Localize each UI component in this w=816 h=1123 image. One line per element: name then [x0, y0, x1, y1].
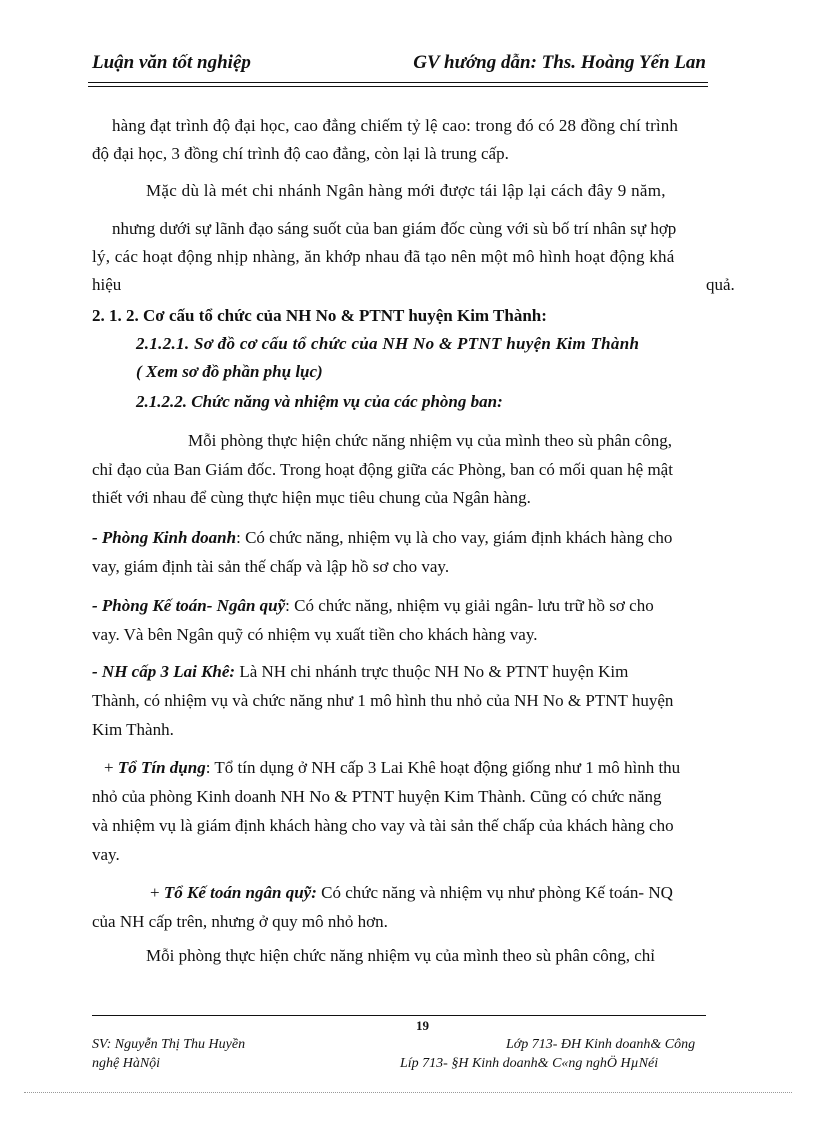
bullet-plus: + — [104, 758, 118, 777]
department-item-lai-khe — [92, 662, 628, 682]
page-number: 19 — [416, 1018, 429, 1033]
body-line: Kim Thành. — [92, 720, 174, 739]
department-label: Tổ Tín dụng — [117, 758, 206, 777]
footer-rule — [92, 1015, 706, 1016]
subsection-heading-note: ( Xem sơ đồ phần phụ lục) — [136, 362, 323, 381]
department-label: - Phòng Kinh doanh — [92, 528, 237, 547]
subsection-heading-2-1-2-1: 2.1.2.1. Sơ đồ cơ cấu tổ chức của NH No & PTNT huyện Kim Thành — [136, 334, 640, 353]
header-advisor: GV hướng dẫn: Ths. Hoàng Yến Lan — [413, 52, 706, 73]
department-desc: : Có chức năng, nhiệm vụ là cho vay, giám định khách hàng cho — [236, 528, 673, 547]
department-label: Tổ Kế toán ngân quỹ: — [163, 883, 317, 902]
page-header — [92, 52, 706, 74]
bullet-plus: + — [150, 883, 164, 902]
subsection-heading-2-1-2-2: 2.1.2.2. Chức năng và nhiệm vụ của các phòng ban: — [136, 392, 503, 411]
header-thesis-title: Luận văn tốt nghiệp — [92, 52, 251, 73]
department-label: - NH cấp 3 Lai Khê: — [92, 662, 236, 681]
section-heading-2-1-2: 2. 1. 2. Cơ cấu tổ chức của NH No & PTNT huyện Kim Thành: — [92, 306, 547, 325]
body-line: và nhiệm vụ là giám định khách hàng cho vay và tài sản thế chấp của khách hàng cho — [92, 816, 674, 835]
department-item-to-tin-dung — [104, 758, 680, 778]
body-line: Mặc dù là mét chi nhánh Ngân hàng mới được tái lập lại cách đây 9 năm, — [146, 181, 666, 200]
body-line: vay. Và bên Ngân quỹ có nhiệm vụ xuất tiền cho khách hàng vay. — [92, 625, 538, 644]
department-desc: Có chức năng và nhiệm vụ như phòng Kế toán- NQ — [316, 883, 673, 902]
body-line: quả. — [706, 275, 735, 294]
body-line: Thành, có nhiệm vụ và chức năng như 1 mô hình thu nhỏ của NH No & PTNT huyện — [92, 691, 674, 710]
department-desc: Là NH chi nhánh trực thuộc NH No & PTNT huyện Kim — [235, 662, 629, 681]
page-bottom-divider — [24, 1092, 792, 1093]
body-line: độ đại học, 3 đồng chí trình độ cao đẳng, còn lại là trung cấp. — [92, 144, 509, 163]
footer-school: nghệ HàNội — [92, 1056, 161, 1071]
body-line: Mỗi phòng thực hiện chức năng nhiệm vụ của mình theo sù phân công, — [188, 431, 672, 450]
department-item-kinh-doanh — [92, 528, 672, 548]
header-rule — [88, 82, 708, 83]
department-desc: : Tổ tín dụng ở NH cấp 3 Lai Khê hoạt động giống như 1 mô hình thu — [205, 758, 681, 777]
body-line: chỉ đạo của Ban Giám đốc. Trong hoạt động giữa các Phòng, ban có mối quan hệ mật — [92, 460, 673, 479]
footer-class-garbled: Líp 713- §H Kinh doanh& C«ng nghÖ HµNéi — [400, 1056, 659, 1071]
department-label: - Phòng Kế toán- Ngân quỹ — [92, 596, 286, 615]
header-rule-thin — [88, 86, 708, 87]
body-line: của NH cấp trên, nhưng ở quy mô nhỏ hơn. — [92, 912, 388, 931]
department-item-ke-toan — [92, 596, 654, 616]
body-line: vay, giám định tài sản thế chấp và lập hồ sơ cho vay. — [92, 557, 450, 576]
body-line: hiệu — [92, 275, 122, 294]
body-line: vay. — [92, 845, 120, 864]
footer-student: SV: Nguyễn Thị Thu Huyền — [92, 1037, 246, 1052]
department-item-to-ke-toan — [150, 883, 673, 903]
body-line: Mỗi phòng thực hiện chức năng nhiệm vụ của mình theo sù phân công, chỉ — [146, 946, 655, 965]
body-line: nhỏ của phòng Kinh doanh NH No & PTNT huyện Kim Thành. Cũng có chức năng — [92, 787, 662, 806]
footer-class: Lớp 713- ĐH Kinh doanh& Công — [506, 1037, 696, 1052]
body-line: hàng đạt trình độ đại học, cao đẳng chiếm tỷ lệ cao: trong đó có 28 đồng chí trình — [112, 116, 679, 135]
body-line: lý, các hoạt động nhịp nhàng, ăn khớp nhau đã tạo nên một mô hình hoạt động khá — [92, 247, 675, 266]
body-line: nhưng dưới sự lãnh đạo sáng suốt của ban giám đốc cùng với sù bố trí nhân sự hợp — [112, 219, 677, 238]
department-desc: : Có chức năng, nhiệm vụ giải ngân- lưu trữ hồ sơ cho — [285, 596, 654, 615]
body-line: thiết với nhau để cùng thực hiện mục tiêu chung của Ngân hàng. — [92, 488, 531, 507]
